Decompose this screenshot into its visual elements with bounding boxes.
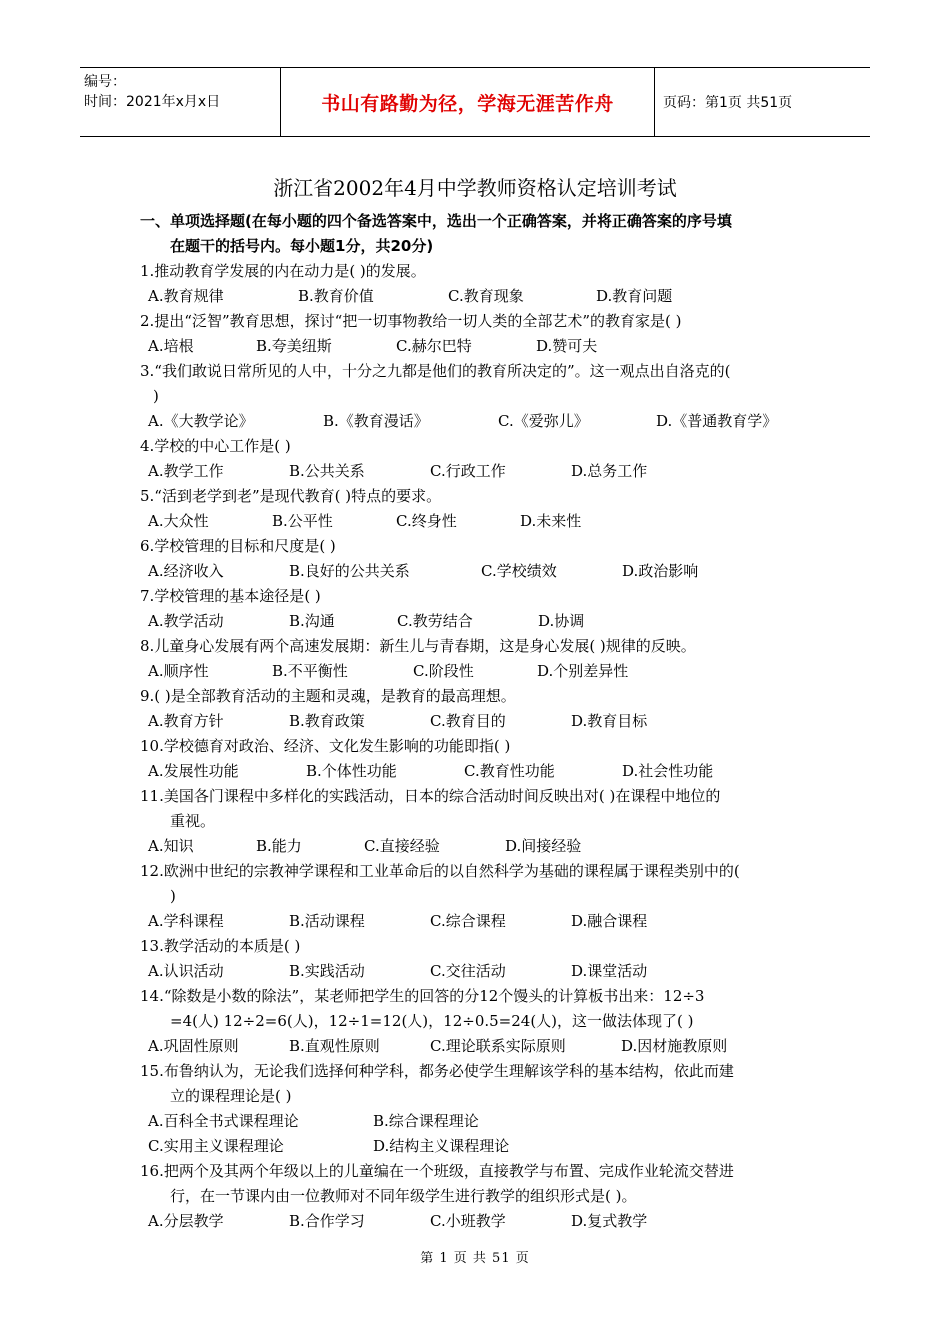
option-c: C.《爱弥儿》 [498,412,589,430]
option-c: C.赫尔巴特 [396,337,472,355]
question-13: 13.教学活动的本质是( ) [140,937,301,955]
option-b: B.《教育漫话》 [323,412,429,430]
header-meta [80,68,280,136]
option-b: B.不平衡性 [272,662,348,680]
option-a: A.顺序性 [148,662,209,680]
option-d: D.未来性 [520,512,582,530]
option-c: C.阶段性 [413,662,474,680]
option-b: B.合作学习 [289,1212,365,1230]
document-number-label: 编号： [84,74,126,90]
option-b: B.夸美纽斯 [256,337,332,355]
option-c: C.教育性功能 [464,762,555,780]
option-a: A.教育规律 [148,287,224,305]
question-8: 8.儿童身心发展有两个高速发展期：新生儿与青春期，这是身心发展( )规律的反映。 [140,637,696,655]
option-c: C.理论联系实际原则 [430,1037,566,1055]
option-d: D.社会性功能 [622,762,714,780]
question-4-options [140,459,820,484]
option-d: D.赞可夫 [536,337,598,355]
option-a: A.百科全书式课程理论 [148,1112,299,1130]
option-a: A.教学活动 [148,612,224,630]
question-6: 6.学校管理的目标和尺度是( ) [140,537,336,555]
section-heading [140,209,820,259]
option-b: B.公平性 [272,512,333,530]
question-12 [140,859,820,909]
option-d: D.总务工作 [571,462,648,480]
question-16-text: 16.把两个及其两个年级以上的儿童编在一个班级，直接教学与布置、完成作业轮流交替进 [140,1162,734,1180]
question-14-cont: =4(人) 12÷2=6(人)，12÷1=12(人)，12÷0.5=24(人)，这一做法体现了( ) [170,1012,694,1030]
question-16-options [140,1209,820,1234]
option-c: C.综合课程 [430,912,506,930]
option-d: D.政治影响 [622,562,699,580]
question-6-options [140,559,820,584]
question-3-options [140,409,820,434]
question-5: 5.“活到老学到老”是现代教育( )特点的要求。 [140,487,442,505]
question-15-options-row1 [140,1109,820,1134]
option-d: D.间接经验 [505,837,582,855]
option-b: B.综合课程理论 [373,1112,479,1130]
option-a: A.分层教学 [148,1212,224,1230]
option-c: C.教育目的 [430,712,506,730]
option-d: D.《普通教育学》 [656,412,778,430]
option-d: D.融合课程 [571,912,648,930]
question-11-cont: 重视。 [170,812,216,830]
question-14-options [140,1034,820,1059]
option-a: A.经济收入 [148,562,224,580]
question-15-cont: 立的课程理论是( ) [170,1087,292,1105]
question-12-cont: ) [170,887,176,905]
option-c: C.交往活动 [430,962,506,980]
option-a: A.发展性功能 [148,762,239,780]
option-c: C.教育现象 [448,287,524,305]
section-heading-line1: 一、单项选择题(在每小题的四个备选答案中，选出一个正确答案，并将正确答案的序号填 [140,212,732,230]
question-10: 10.学校德育对政治、经济、文化发生影响的功能即指( ) [140,737,511,755]
question-13-options [140,959,820,984]
option-d: D.协调 [538,612,585,630]
option-b: B.能力 [256,837,302,855]
question-12-options [140,909,820,934]
option-b: B.教育价值 [298,287,374,305]
question-7: 7.学校管理的基本途径是( ) [140,587,321,605]
option-d: D.结构主义课程理论 [373,1137,510,1155]
question-11 [140,784,820,834]
option-b: B.实践活动 [289,962,365,980]
option-a: A.培根 [148,337,194,355]
option-a: A.《大教学论》 [148,412,254,430]
question-3-text: 3.“我们敢说日常所见的人中，十分之九都是他们的教育所决定的”。这一观点出自洛克的( [140,362,731,380]
question-15 [140,1059,820,1109]
question-4: 4.学校的中心工作是( ) [140,437,291,455]
document-date: 时间：2021年x月x日 [84,94,221,110]
question-16 [140,1159,820,1209]
option-b: B.活动课程 [289,912,365,930]
question-3-cont: ) [153,387,159,405]
exam-content [140,209,820,1234]
header-page-info: 页码：第1页 共51页 [663,95,793,111]
option-b: B.良好的公共关系 [289,562,410,580]
option-d: D.教育目标 [571,712,648,730]
question-12-text: 12.欧洲中世纪的宗教神学课程和工业革命后的以自然科学为基础的课程属于课程类别中的( [140,862,740,880]
page-footer: 第 1 页 共 51 页 [420,1251,530,1266]
question-9: 9.( )是全部教育活动的主题和灵魂，是教育的最高理想。 [140,687,516,705]
question-14-text: 14.“除数是小数的除法”，某老师把学生的回答的分12个馒头的计算板书出来：12÷3 [140,987,705,1005]
option-c: C.学校绩效 [481,562,557,580]
option-c: C.行政工作 [430,462,506,480]
option-c: C.小班教学 [430,1212,506,1230]
question-15-text: 15.布鲁纳认为，无论我们选择何种学科，都务必使学生理解该学科的基本结构，依此而建 [140,1062,734,1080]
option-d: D.个别差异性 [537,662,629,680]
question-11-text: 11.美国各门课程中多样化的实践活动，日本的综合活动时间反映出对( )在课程中地位的 [140,787,721,805]
option-c: C.终身性 [396,512,457,530]
exam-title: 浙江省2002年4月中学教师资格认定培训考试 [273,176,677,200]
option-a: A.巩固性原则 [148,1037,239,1055]
option-d: D.因材施教原则 [621,1037,728,1055]
option-a: A.教学工作 [148,462,224,480]
section-heading-line2: 在题干的括号内。每小题1分，共20分) [170,237,434,255]
option-c: C.教劳结合 [397,612,473,630]
question-2-options [140,334,820,359]
question-9-options [140,709,820,734]
option-b: B.公共关系 [289,462,365,480]
option-a: A.学科课程 [148,912,224,930]
question-1: 1.推动教育学发展的内在动力是( )的发展。 [140,262,426,280]
header-motto: 书山有路勤为径，学海无涯苦作舟 [280,68,655,136]
option-d: D.复式教学 [571,1212,648,1230]
question-7-options [140,609,820,634]
option-d: D.课堂活动 [571,962,648,980]
option-d: D.教育问题 [596,287,673,305]
question-2: 2.提出“泛智”教育思想，探讨“把一切事物教给一切人类的全部艺术”的教育家是( ) [140,312,682,330]
option-a: A.大众性 [148,512,209,530]
option-a: A.知识 [148,837,194,855]
question-10-options [140,759,820,784]
option-c: C.直接经验 [364,837,440,855]
option-a: A.认识活动 [148,962,224,980]
question-3 [140,359,820,409]
question-16-cont: 行，在一节课内由一位教师对不同年级学生进行教学的组织形式是( )。 [170,1187,637,1205]
option-c: C.实用主义课程理论 [148,1137,284,1155]
question-5-options [140,509,820,534]
option-b: B.直观性原则 [289,1037,380,1055]
question-15-options-row2 [140,1134,820,1159]
question-8-options [140,659,820,684]
option-b: B.沟通 [289,612,335,630]
page-header [80,67,870,137]
option-b: B.教育政策 [289,712,365,730]
question-14 [140,984,820,1034]
option-b: B.个体性功能 [306,762,397,780]
question-1-options [140,284,820,309]
question-11-options [140,834,820,859]
option-a: A.教育方针 [148,712,224,730]
